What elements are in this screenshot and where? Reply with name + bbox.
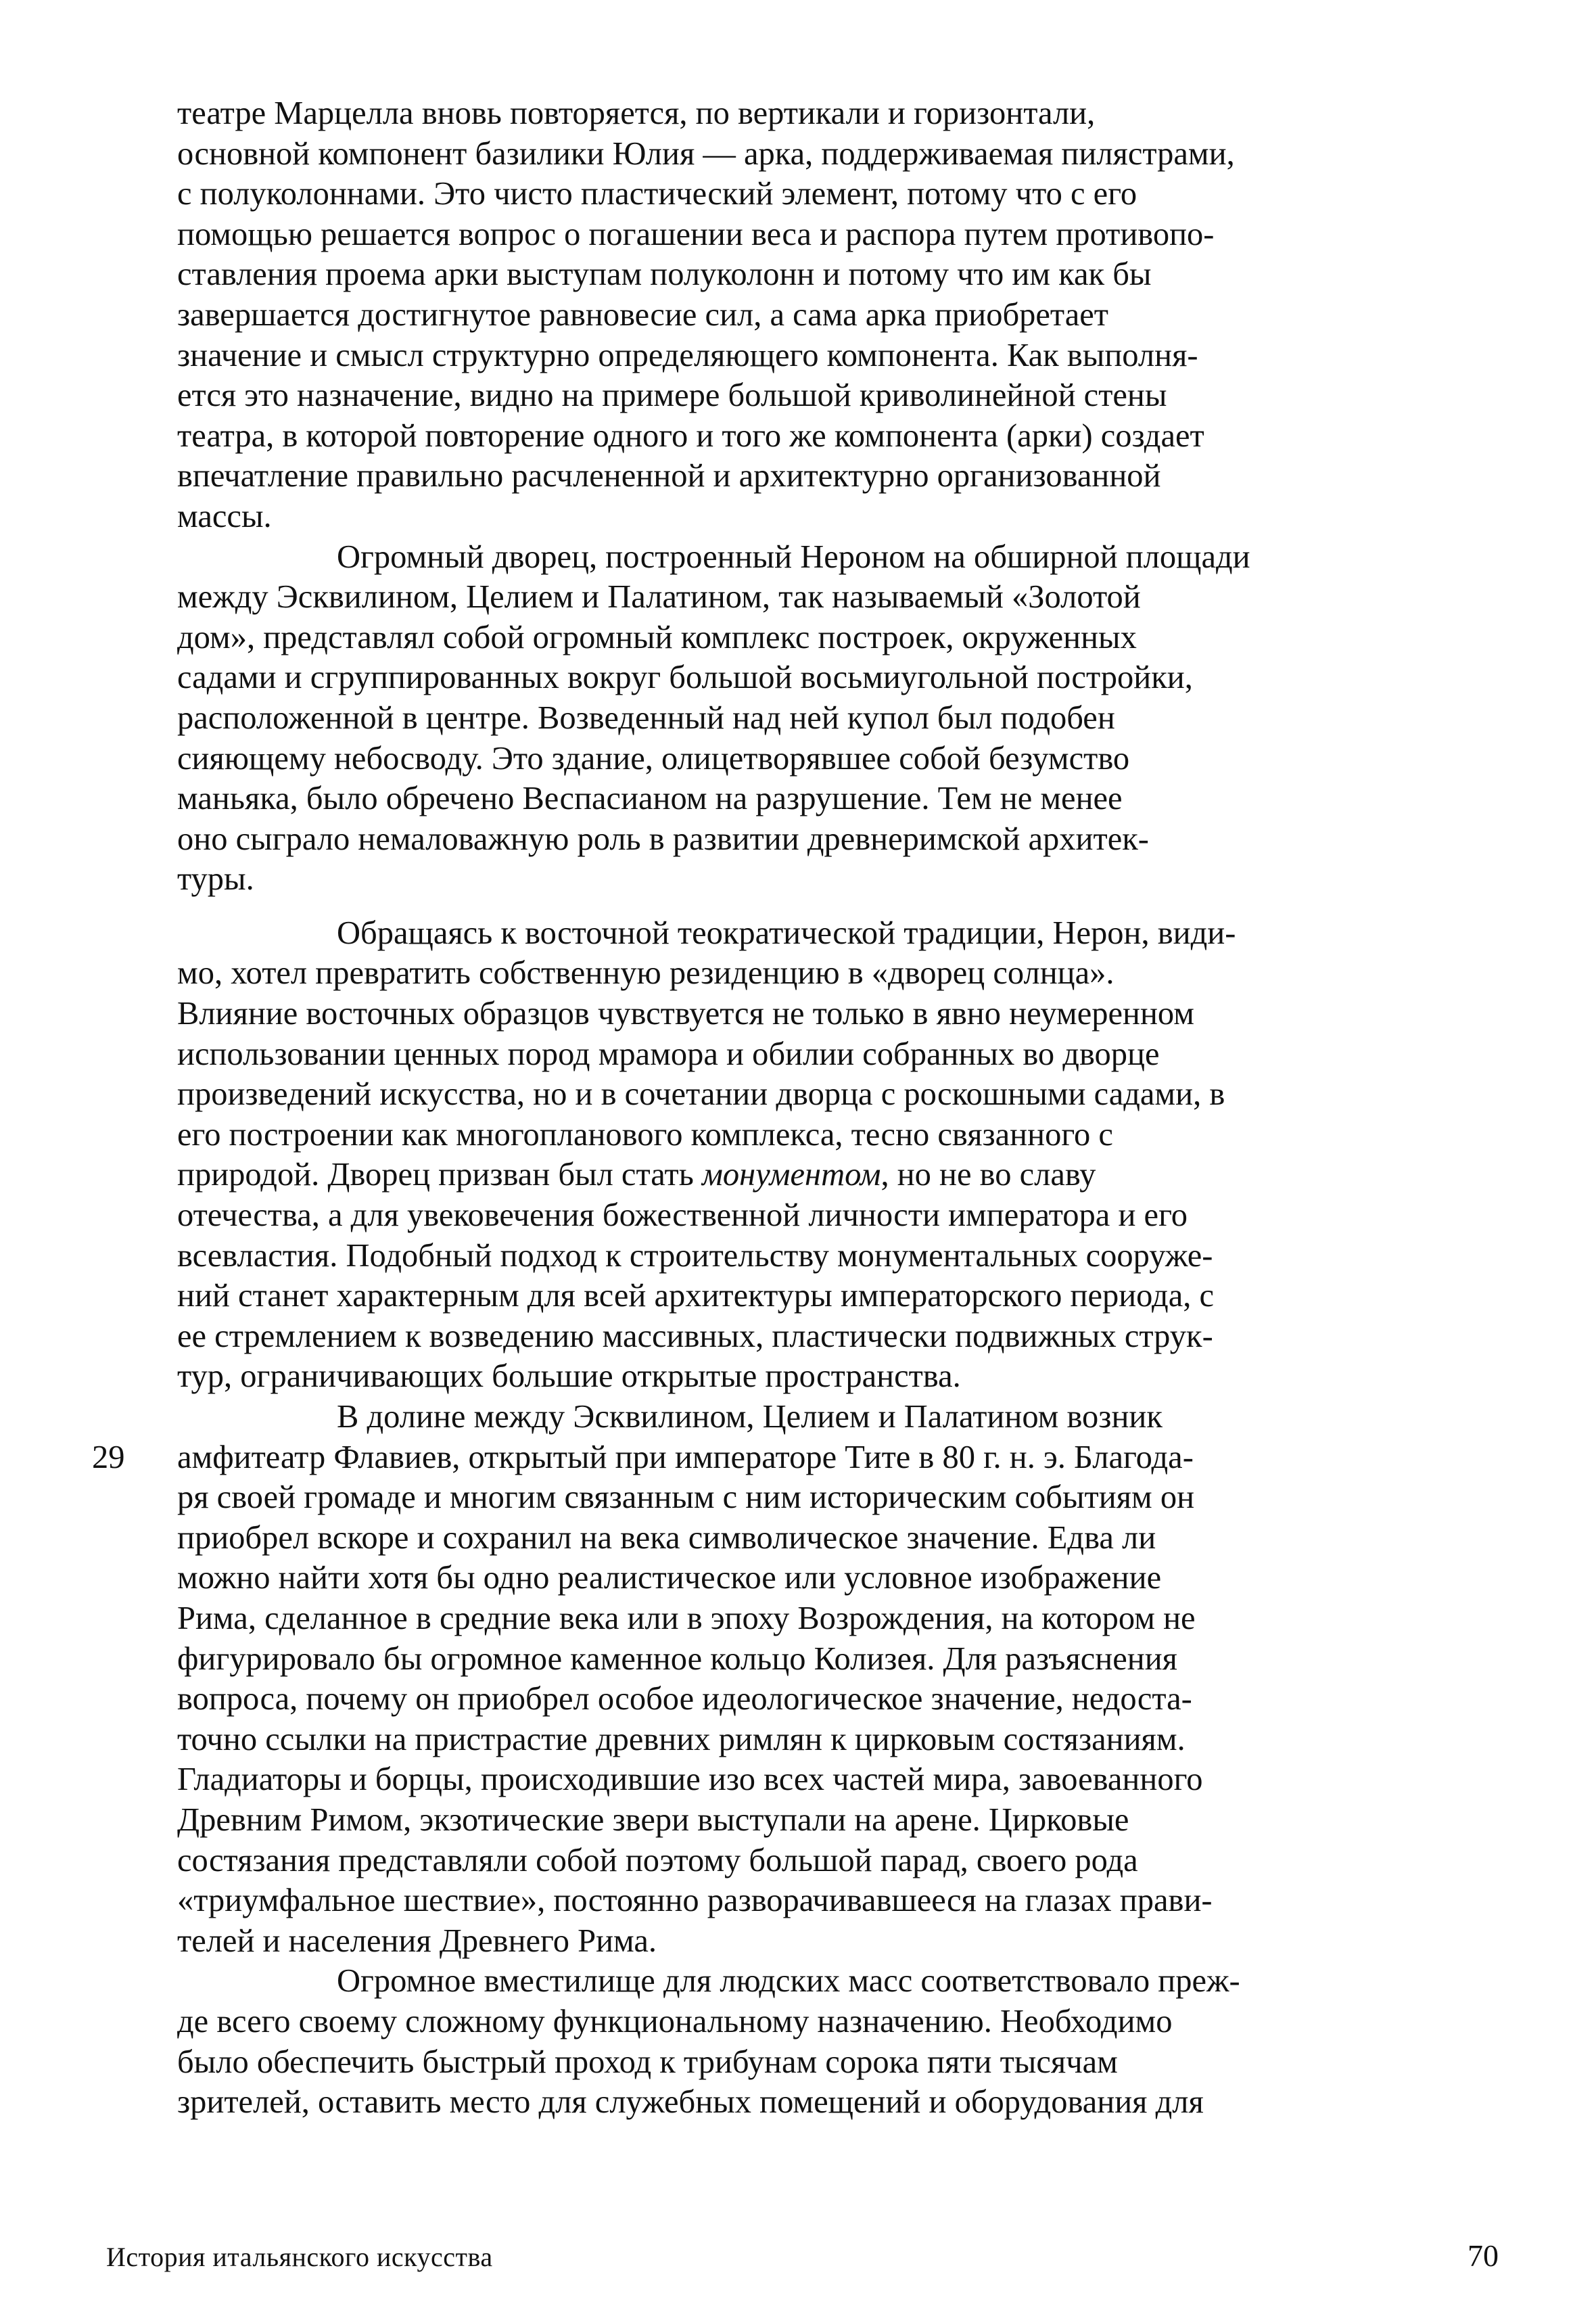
text-line: [177, 739, 1503, 779]
text-line: [177, 1155, 1503, 1195]
text-segment: садами и сгруппированных вокруг большой восьмиугольной постройки,: [177, 660, 1193, 696]
text-line: [177, 2042, 1503, 2083]
text-segment: значение и смысл структурно определяющего компонента. Как выполня-: [177, 337, 1198, 373]
text-line: [177, 1558, 1503, 1598]
text-segment: произведений искусства, но и в сочетании дворца с роскошными садами, в: [177, 1076, 1225, 1113]
text-segment: Обращаясь к восточной теократической традиции, Нерон, види-: [337, 915, 1236, 951]
text-segment: расположенной в центре. Возведенный над ней купол был подобен: [177, 699, 1115, 736]
text-line: [177, 698, 1503, 739]
text-line: [177, 1961, 1503, 2002]
text-line: [177, 953, 1503, 994]
text-segment: Рима, сделанное в средние века или в эпоху Возрождения, на котором не: [177, 1600, 1196, 1636]
text-line: [177, 134, 1503, 175]
text-line: [177, 497, 1503, 537]
text-segment: вопроса, почему он приобрел особое идеологическое значение, недоста-: [177, 1681, 1192, 1717]
text-segment: ставления проема арки выступам полуколонн и потому что им как бы: [177, 256, 1152, 293]
text-segment: между Эсквилином, Целием и Палатином, так называемый «Золотой: [177, 579, 1141, 616]
text-line: [177, 819, 1503, 860]
paragraph: [177, 93, 1503, 537]
text-line: [177, 2082, 1503, 2123]
text-segment: было обеспечить быстрый проход к трибунам сорока пяти тысячам: [177, 2044, 1118, 2080]
text-segment: зрителей, оставить место для служебных помещений и оборудования для: [177, 2084, 1204, 2121]
text-line: [177, 1115, 1503, 1155]
text-segment: Огромное вместилище для людских масс соответствовало преж-: [337, 1963, 1240, 2000]
text-line: [177, 1195, 1503, 1236]
text-segment: приобрел вскоре и сохранил на века символическое значение. Едва ли: [177, 1519, 1156, 1556]
text-segment: ний станет характерным для всей архитектуры императорского периода, с: [177, 1278, 1215, 1314]
text-line: [177, 93, 1503, 134]
text-segment: фигурировало бы огромное каменное кольцо Колизея. Для разъяснения: [177, 1640, 1177, 1677]
text-line: [177, 859, 1503, 900]
text-segment: Гладиаторы и борцы, происходившие изо всех частей мира, завоеванного: [177, 1761, 1203, 1798]
text-line: [177, 1074, 1503, 1115]
text-line: [177, 456, 1503, 497]
text-segment: туры.: [177, 861, 254, 898]
text-line: [177, 1720, 1503, 1760]
text-segment: ря своей громаде и многим связанным с ним историческим событиям он: [177, 1479, 1195, 1516]
page-number: 70: [1468, 2238, 1499, 2273]
text-line: [177, 1236, 1503, 1276]
text-segment: В долине между Эсквилином, Целием и Палатином возник: [337, 1399, 1163, 1435]
text-line: [177, 1679, 1503, 1720]
text-line: [177, 1034, 1503, 1075]
text-line: [177, 214, 1503, 255]
text-segment: Влияние восточных образцов чувствуется не только в явно неумеренном: [177, 996, 1194, 1032]
text-segment: завершается достигнутое равновесие сил, а сама арка приобретает: [177, 296, 1108, 333]
text-line: [177, 913, 1503, 954]
emphasized-word: монументом: [701, 1157, 881, 1193]
text-line: [177, 537, 1503, 578]
text-line: [177, 577, 1503, 618]
paragraph: [177, 537, 1503, 900]
paragraph: [177, 913, 1503, 1397]
text-segment: маньяка, было обречено Веспасианом на разрушение. Тем не менее: [177, 781, 1123, 817]
running-footer-title: История итальянского искусства: [106, 2242, 493, 2272]
text-segment: отечества, а для увековечения божественной личности императора и его: [177, 1197, 1188, 1234]
text-segment: ее стремлением к возведению массивных, пластически подвижных струк-: [177, 1318, 1213, 1354]
body-text: [92, 93, 1503, 2123]
paragraph: [177, 1961, 1503, 2122]
text-segment: тур, ограничивающих большие открытые пространства.: [177, 1358, 961, 1395]
text-segment: основной компонент базилики Юлия — арка, поддерживаемая пилястрами,: [177, 135, 1235, 172]
text-line: [177, 1921, 1503, 1962]
text-line: [177, 416, 1503, 457]
text-line: [177, 1276, 1503, 1316]
text-segment: с полуколоннами. Это чисто пластический элемент, потому что с его: [177, 176, 1137, 212]
text-line: [177, 779, 1503, 819]
text-segment: дом», представлял собой огромный комплекс построек, окруженных: [177, 619, 1137, 655]
paragraph: [92, 1397, 1503, 1961]
text-line: [177, 618, 1503, 658]
text-line: [177, 1397, 1503, 1437]
text-line: [177, 375, 1503, 416]
text-segment: Древним Римом, экзотические звери выступали на арене. Цирковые: [177, 1801, 1129, 1838]
text-line: [177, 994, 1503, 1034]
text-segment: всевластия. Подобный подход к строительству монументальных сооруже-: [177, 1237, 1213, 1274]
text-segment: амфитеатр Флавиев, открытый при императоре Тите в 80 г. н. э. Благода-: [177, 1439, 1194, 1475]
text-line: [177, 1316, 1503, 1357]
text-segment: состязания представляли собой поэтому большой парад, своего рода: [177, 1842, 1138, 1878]
text-segment: массы.: [177, 498, 272, 534]
text-line: [177, 254, 1503, 295]
text-segment: впечатление правильно расчлененной и архитектурно организованной: [177, 458, 1161, 494]
text-line: [177, 657, 1503, 698]
text-segment: Огромный дворец, построенный Нероном на обширной площади: [337, 538, 1250, 575]
text-line: [177, 1759, 1503, 1800]
text-line: [177, 1356, 1503, 1397]
text-segment: оно сыграло немаловажную роль в развитии древнеримской архитек-: [177, 821, 1149, 857]
text-segment: использовании ценных пород мрамора и обилии собранных во дворце: [177, 1036, 1160, 1072]
text-segment: театре Марцелла вновь повторяется, по вертикали и горизонтали,: [177, 95, 1096, 131]
text-line: [177, 295, 1503, 336]
margin-note-number: 29: [92, 1439, 125, 1475]
text-segment: , но не во славу: [881, 1157, 1096, 1193]
text-segment: помощью решается вопрос о погашении веса и распора путем противопо-: [177, 216, 1215, 252]
text-segment: мо, хотел превратить собственную резиденцию в «дворец солнца».: [177, 955, 1114, 992]
text-line: [177, 1639, 1503, 1680]
text-line: [177, 1800, 1503, 1841]
text-line: [177, 1477, 1503, 1518]
text-segment: «триумфальное шествие», постоянно разворачивавшееся на глазах прави-: [177, 1883, 1213, 1919]
text-segment: можно найти хотя бы одно реалистическое или условное изображение: [177, 1560, 1162, 1596]
text-segment: театра, в которой повторение одного и того же компонента (арки) создает: [177, 417, 1204, 454]
text-line: [92, 1437, 1503, 1478]
text-line: [177, 336, 1503, 376]
text-segment: де всего своему сложному функциональному назначению. Необходимо: [177, 2003, 1173, 2039]
text-line: [177, 1880, 1503, 1921]
text-line: [177, 2002, 1503, 2042]
text-line: [177, 1598, 1503, 1639]
text-segment: его построении как многопланового комплекса, тесно связанного с: [177, 1116, 1113, 1153]
text-segment: телей и населения Древнего Рима.: [177, 1922, 657, 1959]
text-segment: точно ссылки на пристрастие древних римлян к цирковым состязаниям.: [177, 1721, 1186, 1757]
text-segment: сияющему небосводу. Это здание, олицетворявшее собой безумство: [177, 740, 1130, 777]
text-line: [177, 1841, 1503, 1881]
text-line: [177, 1518, 1503, 1559]
text-line: [177, 174, 1503, 214]
text-segment: ется это назначение, видно на примере большой криволинейной стены: [177, 377, 1167, 414]
text-segment: природой. Дворец призван был стать: [177, 1157, 702, 1193]
